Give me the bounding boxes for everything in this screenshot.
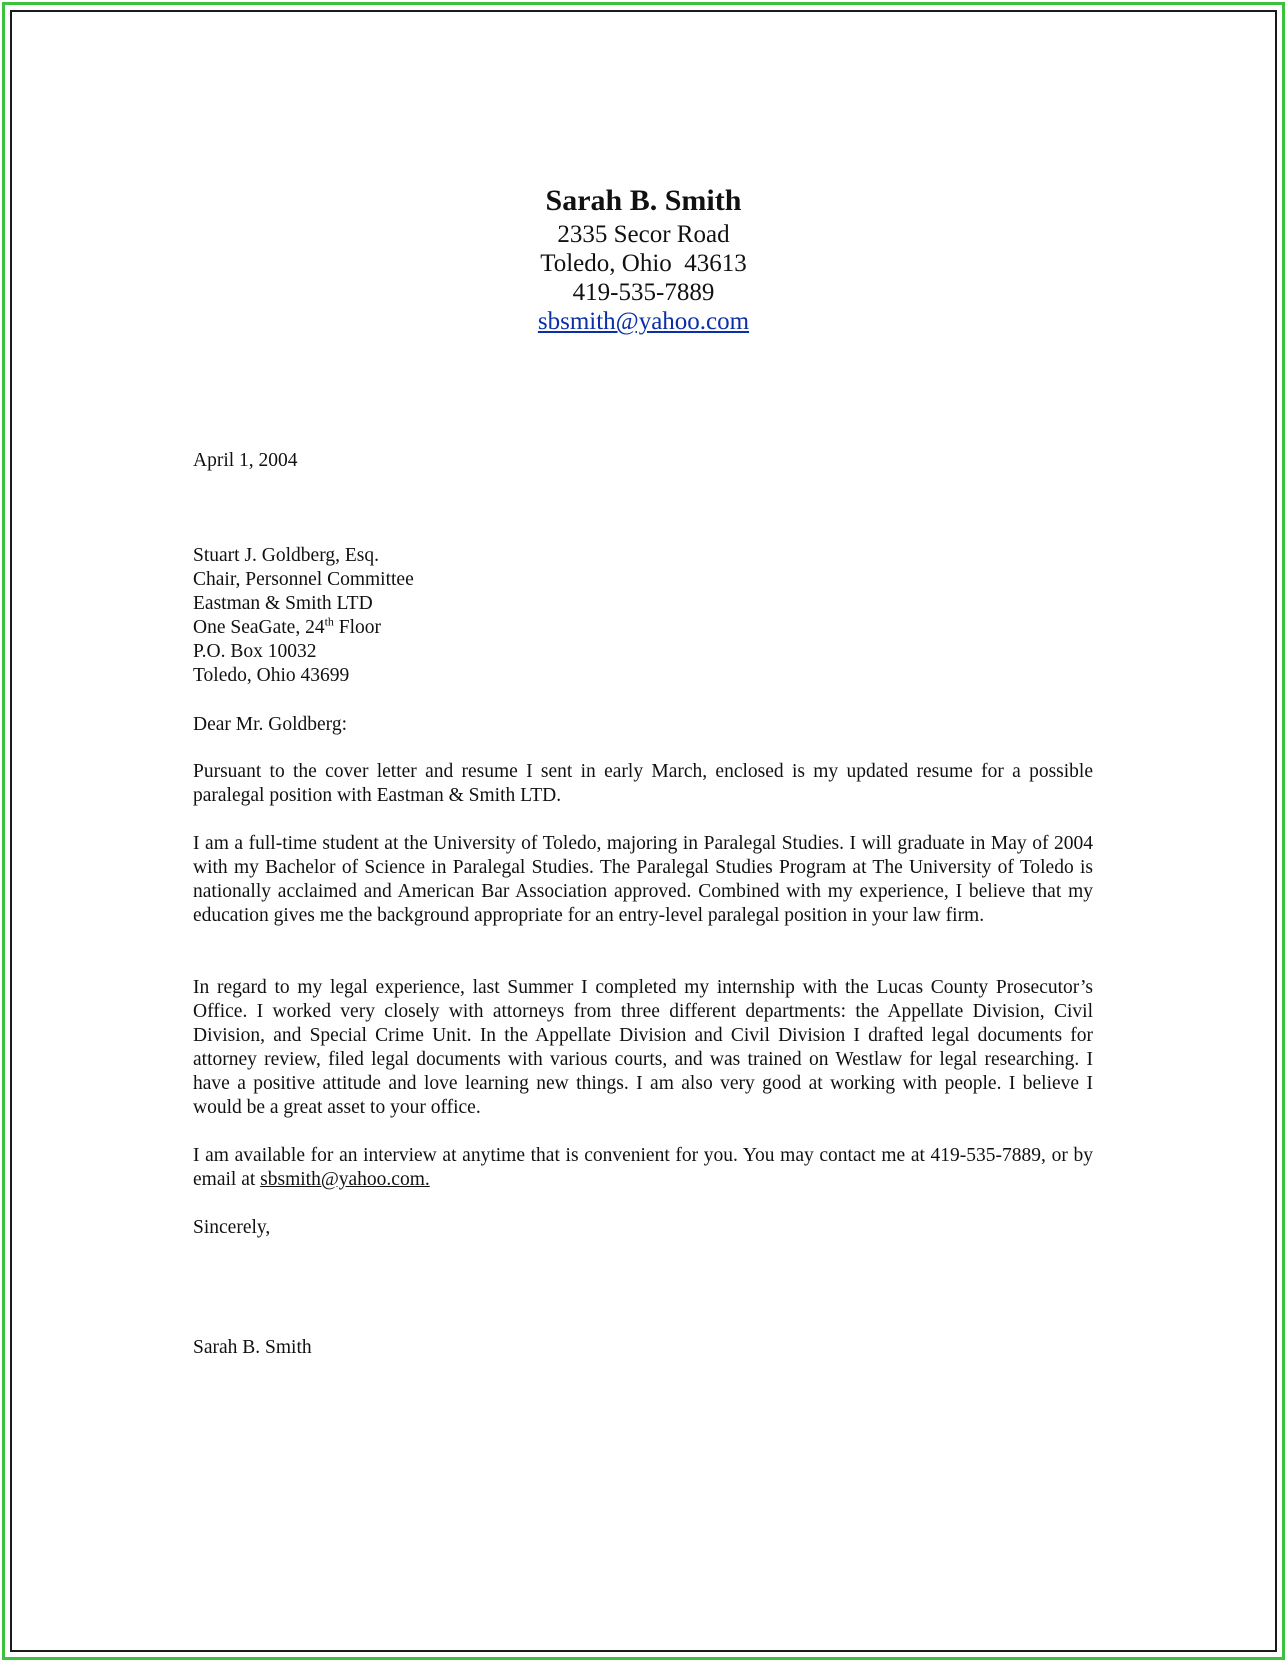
sender-city: Toledo, Ohio 43613 xyxy=(540,250,747,277)
recipient-block xyxy=(193,544,1093,688)
paragraph-2: I am a full-time student at the University of Toledo, majoring in Paralegal Studies. I will graduate in May of 2004 with my Bachelor of Science in Paralegal Studies. The Paralegal Studies Program at The University of Toledo is nationally acclaimed and American Bar Association approved. Combined with my experience, I believe that my education gives me the background appropriate for an entry-level paralegal position in your law firm. xyxy=(193,833,1093,926)
recipient-city: Toledo, Ohio 43699 xyxy=(193,665,350,686)
sender-email-link[interactable]: sbsmith@yahoo.com xyxy=(537,308,750,335)
closing-text: I am available for an interview at anytime that is convenient for you. You may contact me at 419-535-7889, or by email at xyxy=(193,1145,1093,1190)
recipient-address-ordinal: th xyxy=(324,614,334,629)
paragraph-3: In regard to my legal experience, last Summer I completed my internship with the Lucas County Prosecutor’s Office. I worked very closely with attorneys from three different departments: the Appellate Division, Civil Division, and Special Crime Unit. In the Appellate Division and Civil Division I drafted legal documents for attorney review, filed legal documents with various courts, and was trained on Westlaw for legal researching. I have a positive attitude and love learning new things. I am also very good at working with people. I believe I would be a great asset to your office. xyxy=(193,977,1093,1118)
letterhead xyxy=(0,182,1287,336)
sender-street: 2335 Secor Road xyxy=(557,221,730,248)
sender-phone: 419-535-7889 xyxy=(572,279,715,306)
closing-email-link[interactable]: sbsmith@yahoo.com. xyxy=(260,1169,430,1190)
letter-date: April 1, 2004 xyxy=(193,450,298,471)
paragraph-1: Pursuant to the cover letter and resume I sent in early March, enclosed is my updated resume for a possible paralegal position with Eastman & Smith LTD. xyxy=(193,761,1093,806)
recipient-po-box: P.O. Box 10032 xyxy=(193,641,317,662)
signature-name: Sarah B. Smith xyxy=(193,1337,312,1358)
recipient-address xyxy=(193,616,1093,640)
recipient-name: Stuart J. Goldberg, Esq. xyxy=(193,545,379,566)
sender-name: Sarah B. Smith xyxy=(545,184,742,217)
recipient-title: Chair, Personnel Committee xyxy=(193,569,414,590)
recipient-company: Eastman & Smith LTD xyxy=(193,593,373,614)
salutation: Dear Mr. Goldberg: xyxy=(193,714,347,735)
recipient-address-prefix: One SeaGate, 24 xyxy=(193,617,325,638)
recipient-address-suffix: Floor xyxy=(333,617,382,638)
paragraph-closing xyxy=(193,1144,1093,1192)
signoff: Sincerely, xyxy=(193,1217,271,1238)
